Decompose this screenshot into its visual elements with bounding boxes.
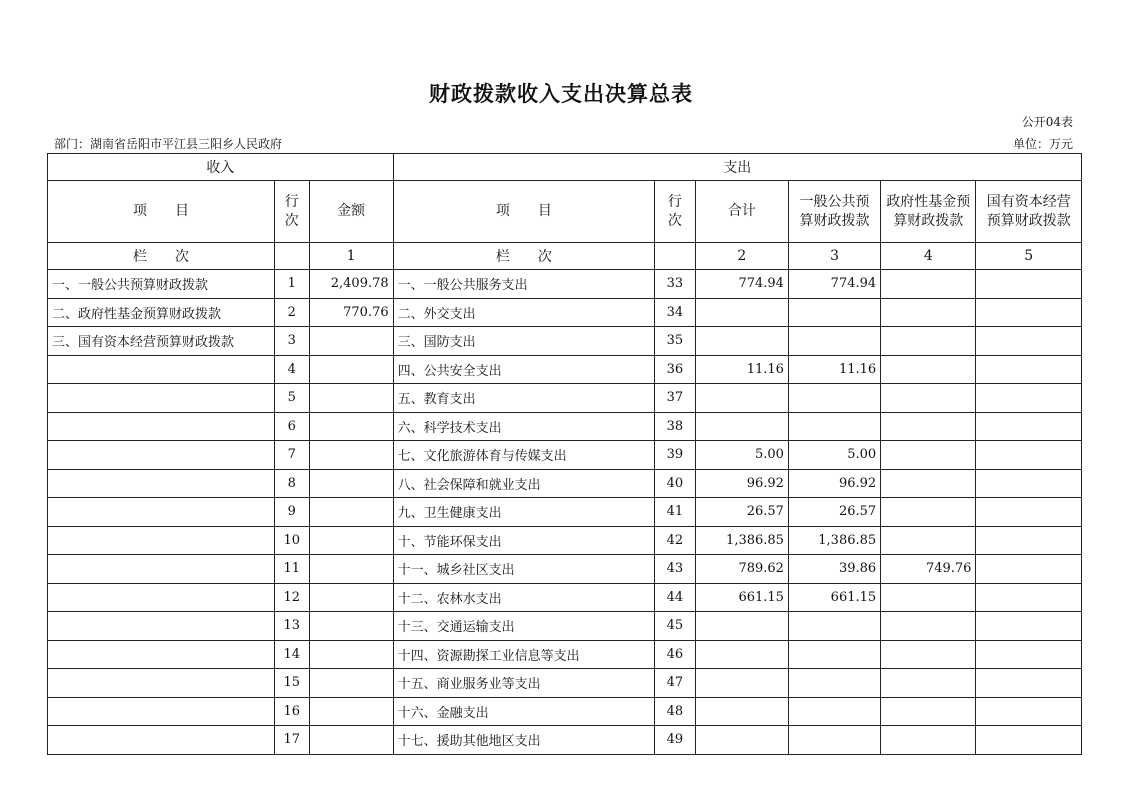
total-cell: [695, 298, 788, 327]
income-line-cell: 13: [275, 612, 309, 641]
expense-line-header: [655, 181, 696, 243]
income-amount-cell: [309, 583, 393, 612]
gov-fund-cell: [881, 697, 976, 726]
gov-fund-cell: [881, 583, 976, 612]
income-item-cell: [48, 526, 275, 555]
income-amount-cell: [309, 327, 393, 356]
expense-order-line: [655, 243, 696, 270]
total-header: 合计: [695, 181, 788, 243]
total-cell: [695, 726, 788, 755]
income-amount-cell: [309, 526, 393, 555]
income-line-cell: 14: [275, 640, 309, 669]
general-budget-cell: 96.92: [788, 469, 880, 498]
gov-fund-cell: [881, 270, 976, 299]
expense-item-cell: 五、教育支出: [393, 384, 655, 413]
expense-item-cell: 十一、城乡社区支出: [393, 555, 655, 584]
total-cell: 5.00: [695, 441, 788, 470]
income-line-cell: 15: [275, 669, 309, 698]
state-capital-cell: [976, 697, 1082, 726]
income-amount-cell: [309, 555, 393, 584]
total-cell: [695, 640, 788, 669]
total-cell: 1,386.85: [695, 526, 788, 555]
income-item-cell: [48, 384, 275, 413]
expense-line-cell: 33: [655, 270, 696, 299]
general-budget-cell: 11.16: [788, 355, 880, 384]
expense-line-cell: 46: [655, 640, 696, 669]
income-order-label: 栏 次: [48, 243, 275, 270]
table-row: [48, 469, 1082, 498]
income-line-cell: 17: [275, 726, 309, 755]
state-capital-cell: [976, 526, 1082, 555]
expense-item-cell: 十、节能环保支出: [393, 526, 655, 555]
expense-section-header: 支出: [393, 154, 1081, 181]
state-capital-cell: [976, 298, 1082, 327]
general-budget-cell: [788, 327, 880, 356]
total-cell: [695, 327, 788, 356]
gov-fund-cell: [881, 441, 976, 470]
gov-fund-header: 政府性基金预算财政拨款: [881, 181, 976, 243]
expense-line-cell: 45: [655, 612, 696, 641]
total-cell: 774.94: [695, 270, 788, 299]
income-item-cell: [48, 697, 275, 726]
income-item-cell: [48, 441, 275, 470]
state-capital-cell: [976, 441, 1082, 470]
expense-line-cell: 35: [655, 327, 696, 356]
state-capital-cell: [976, 583, 1082, 612]
total-cell: [695, 612, 788, 641]
general-budget-cell: 661.15: [788, 583, 880, 612]
income-line-cell: 4: [275, 355, 309, 384]
general-budget-cell: [788, 669, 880, 698]
income-item-cell: [48, 612, 275, 641]
state-capital-cell: [976, 669, 1082, 698]
general-budget-cell: [788, 640, 880, 669]
table-row: [48, 412, 1082, 441]
general-budget-cell: [788, 697, 880, 726]
table-row: [48, 697, 1082, 726]
income-line-cell: 10: [275, 526, 309, 555]
line-header-top: 行: [667, 193, 682, 210]
table-row: [48, 298, 1082, 327]
expense-line-cell: 42: [655, 526, 696, 555]
expense-item-cell: 六、科学技术支出: [393, 412, 655, 441]
income-item-cell: 三、国有资本经营预算财政拨款: [48, 327, 275, 356]
income-order-line: [275, 243, 309, 270]
income-item-cell: 一、一般公共预算财政拨款: [48, 270, 275, 299]
total-cell: 96.92: [695, 469, 788, 498]
gov-fund-cell: 749.76: [881, 555, 976, 584]
table-row: [48, 526, 1082, 555]
general-budget-header: 一般公共预算财政拨款: [788, 181, 880, 243]
income-item-cell: [48, 412, 275, 441]
expense-line-cell: 43: [655, 555, 696, 584]
gov-fund-cell: [881, 726, 976, 755]
page-title: 财政拨款收入支出决算总表: [429, 81, 693, 106]
header-row-order: [48, 243, 1082, 270]
income-amount-cell: [309, 469, 393, 498]
header-row-sections: [48, 154, 1082, 181]
state-capital-cell: [976, 498, 1082, 527]
unit-label: 单位：万元: [1012, 137, 1073, 151]
table-row: [48, 355, 1082, 384]
general-budget-cell: 26.57: [788, 498, 880, 527]
table-row: [48, 726, 1082, 755]
expense-item-cell: 七、文化旅游体育与传媒支出: [393, 441, 655, 470]
income-item-cell: [48, 469, 275, 498]
state-capital-cell: [976, 726, 1082, 755]
income-amount-cell: [309, 441, 393, 470]
income-amount-cell: 770.76: [309, 298, 393, 327]
gov-fund-cell: [881, 640, 976, 669]
expense-line-cell: 34: [655, 298, 696, 327]
income-amount-cell: [309, 355, 393, 384]
expense-order-col5: 5: [976, 243, 1082, 270]
form-number: 公开04表: [1021, 115, 1073, 129]
table-row: [48, 441, 1082, 470]
income-item-cell: [48, 640, 275, 669]
line-header-bottom: 次: [284, 212, 299, 229]
total-cell: [695, 669, 788, 698]
table-row: [48, 270, 1082, 299]
header-row-columns: [48, 181, 1082, 243]
income-amount-cell: [309, 612, 393, 641]
expense-line-cell: 44: [655, 583, 696, 612]
state-capital-cell: [976, 640, 1082, 669]
gov-fund-cell: [881, 498, 976, 527]
line-header-top: 行: [284, 193, 299, 210]
income-amount-cell: [309, 669, 393, 698]
table-row: [48, 384, 1082, 413]
gov-fund-cell: [881, 612, 976, 641]
total-cell: [695, 697, 788, 726]
expense-line-cell: 36: [655, 355, 696, 384]
total-cell: [695, 384, 788, 413]
income-line-cell: 6: [275, 412, 309, 441]
income-amount-cell: [309, 697, 393, 726]
general-budget-cell: [788, 412, 880, 441]
income-order-col1: 1: [309, 243, 393, 270]
table-row: [48, 555, 1082, 584]
state-capital-cell: [976, 612, 1082, 641]
income-line-cell: 9: [275, 498, 309, 527]
income-item-header: 项 目: [48, 181, 275, 243]
gov-fund-cell: [881, 355, 976, 384]
table-row: [48, 640, 1082, 669]
expense-order-col3: 3: [788, 243, 880, 270]
income-amount-cell: [309, 640, 393, 669]
income-amount-cell: [309, 384, 393, 413]
budget-table: [47, 153, 1082, 755]
income-item-cell: [48, 726, 275, 755]
expense-item-cell: 一、一般公共服务支出: [393, 270, 655, 299]
total-cell: [695, 412, 788, 441]
gov-fund-cell: [881, 526, 976, 555]
expense-item-cell: 二、外交支出: [393, 298, 655, 327]
general-budget-cell: 774.94: [788, 270, 880, 299]
general-budget-cell: [788, 612, 880, 641]
table-row: [48, 327, 1082, 356]
expense-item-cell: 十五、商业服务业等支出: [393, 669, 655, 698]
department-label: 部门：湖南省岳阳市平江县三阳乡人民政府: [54, 137, 283, 151]
income-item-cell: [48, 555, 275, 584]
income-item-cell: [48, 355, 275, 384]
table-row: [48, 612, 1082, 641]
state-capital-cell: [976, 555, 1082, 584]
table-row: [48, 669, 1082, 698]
expense-item-header: 项 目: [393, 181, 655, 243]
expense-item-cell: 三、国防支出: [393, 327, 655, 356]
expense-item-cell: 十二、农林水支出: [393, 583, 655, 612]
income-amount-cell: [309, 412, 393, 441]
total-cell: 661.15: [695, 583, 788, 612]
expense-item-cell: 八、社会保障和就业支出: [393, 469, 655, 498]
income-item-cell: 二、政府性基金预算财政拨款: [48, 298, 275, 327]
expense-line-cell: 37: [655, 384, 696, 413]
income-item-cell: [48, 583, 275, 612]
total-cell: 789.62: [695, 555, 788, 584]
state-capital-header: 国有资本经营预算财政拨款: [976, 181, 1082, 243]
expense-order-col4: 4: [881, 243, 976, 270]
total-cell: 26.57: [695, 498, 788, 527]
income-line-cell: 12: [275, 583, 309, 612]
income-item-cell: [48, 669, 275, 698]
income-amount-cell: [309, 726, 393, 755]
income-section-header: 收入: [48, 154, 394, 181]
gov-fund-cell: [881, 412, 976, 441]
income-line-cell: 16: [275, 697, 309, 726]
income-line-cell: 1: [275, 270, 309, 299]
state-capital-cell: [976, 327, 1082, 356]
expense-line-cell: 40: [655, 469, 696, 498]
income-line-cell: 2: [275, 298, 309, 327]
table-row: [48, 498, 1082, 527]
state-capital-cell: [976, 355, 1082, 384]
income-line-cell: 11: [275, 555, 309, 584]
general-budget-cell: 39.86: [788, 555, 880, 584]
table-row: [48, 583, 1082, 612]
expense-line-cell: 49: [655, 726, 696, 755]
total-cell: 11.16: [695, 355, 788, 384]
expense-order-col2: 2: [695, 243, 788, 270]
general-budget-cell: [788, 726, 880, 755]
expense-line-cell: 38: [655, 412, 696, 441]
gov-fund-cell: [881, 469, 976, 498]
general-budget-cell: 5.00: [788, 441, 880, 470]
state-capital-cell: [976, 469, 1082, 498]
state-capital-cell: [976, 270, 1082, 299]
income-line-header: [275, 181, 309, 243]
income-item-cell: [48, 498, 275, 527]
state-capital-cell: [976, 412, 1082, 441]
state-capital-cell: [976, 384, 1082, 413]
income-line-cell: 7: [275, 441, 309, 470]
expense-line-cell: 48: [655, 697, 696, 726]
income-amount-cell: 2,409.78: [309, 270, 393, 299]
expense-item-cell: 十四、资源勘探工业信息等支出: [393, 640, 655, 669]
expense-order-label: 栏 次: [393, 243, 655, 270]
expense-line-cell: 47: [655, 669, 696, 698]
general-budget-cell: [788, 384, 880, 413]
general-budget-cell: [788, 298, 880, 327]
income-amount-cell: [309, 498, 393, 527]
gov-fund-cell: [881, 327, 976, 356]
income-amount-header: 金额: [309, 181, 393, 243]
general-budget-cell: 1,386.85: [788, 526, 880, 555]
expense-item-cell: 四、公共安全支出: [393, 355, 655, 384]
expense-item-cell: 十六、金融支出: [393, 697, 655, 726]
expense-item-cell: 十七、援助其他地区支出: [393, 726, 655, 755]
income-line-cell: 5: [275, 384, 309, 413]
income-line-cell: 8: [275, 469, 309, 498]
gov-fund-cell: [881, 669, 976, 698]
expense-item-cell: 十三、交通运输支出: [393, 612, 655, 641]
gov-fund-cell: [881, 298, 976, 327]
income-line-cell: 3: [275, 327, 309, 356]
gov-fund-cell: [881, 384, 976, 413]
line-header-bottom: 次: [667, 212, 682, 229]
expense-line-cell: 39: [655, 441, 696, 470]
expense-line-cell: 41: [655, 498, 696, 527]
expense-item-cell: 九、卫生健康支出: [393, 498, 655, 527]
